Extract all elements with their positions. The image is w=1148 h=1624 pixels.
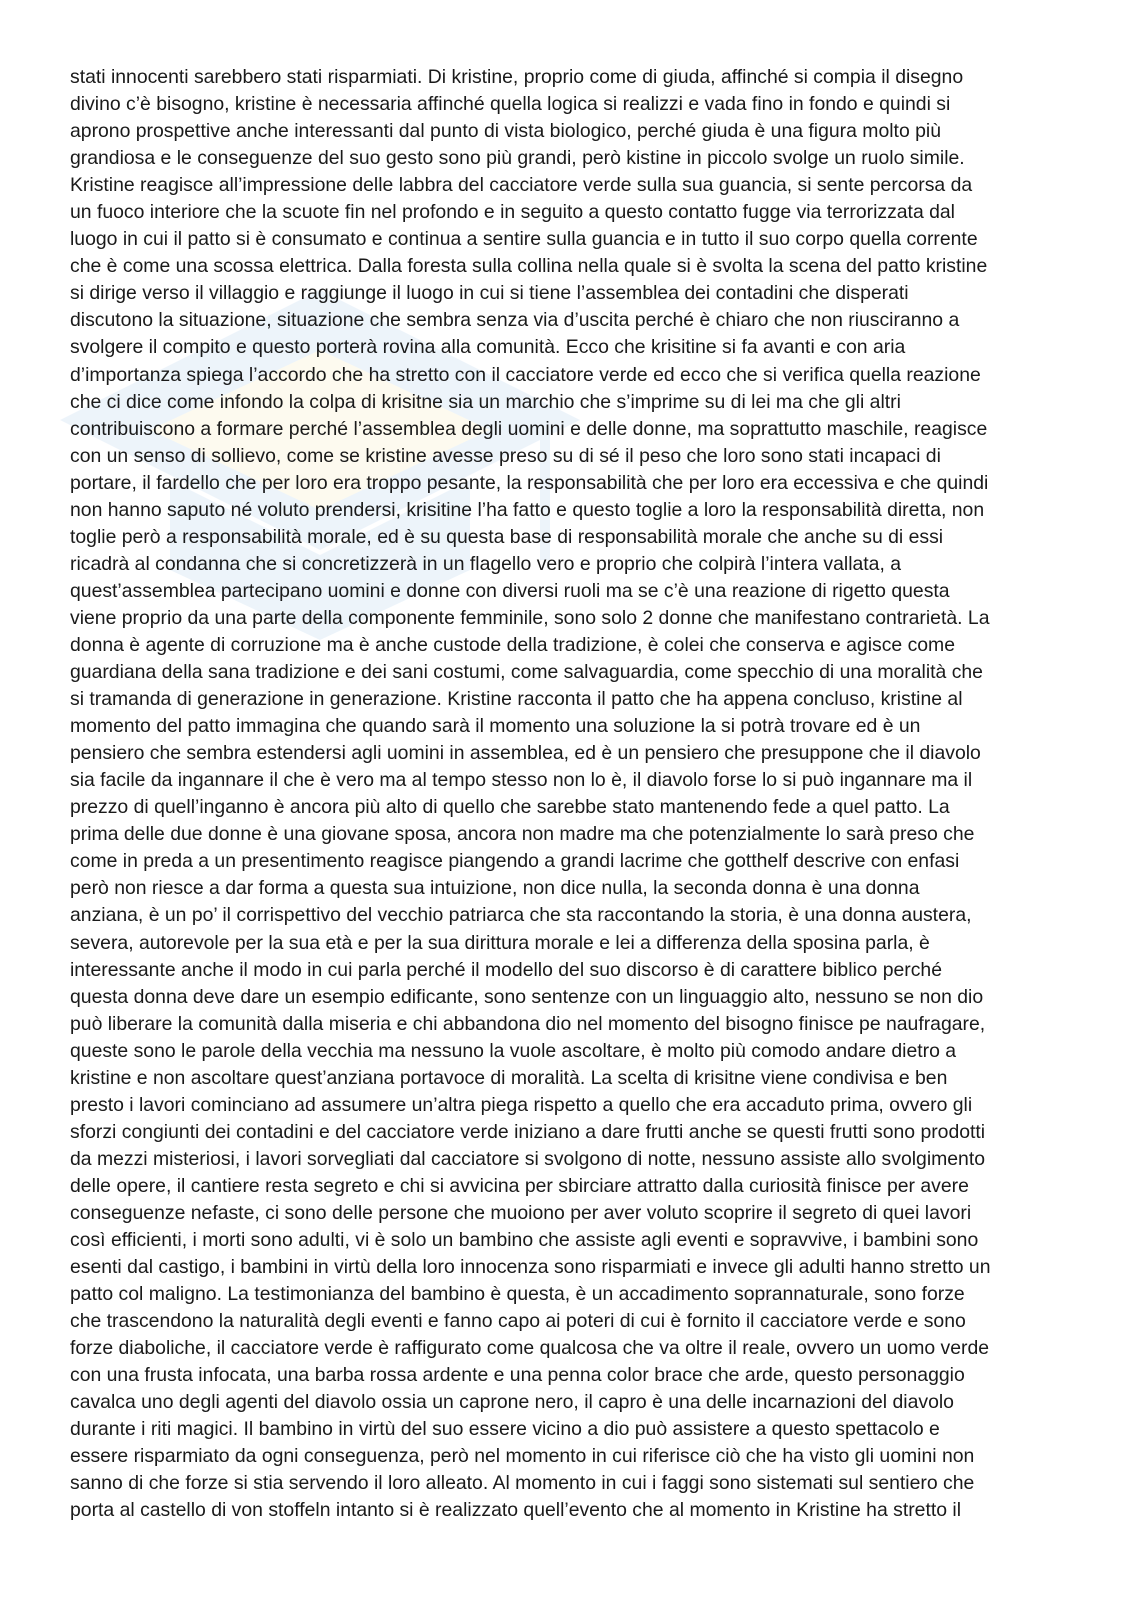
text-line: come in preda a un presentimento reagisce piangendo a grandi lacrime che gotthelf descrive con enfasi bbox=[70, 850, 960, 873]
text-line: guardiana della sana tradizione e dei sani costumi, come salvaguardia, come specchio di una moralità che bbox=[70, 661, 983, 684]
text-line: durante i riti magici. Il bambino in virtù del suo essere vicino a dio può assistere a questo spettacolo e bbox=[70, 1418, 940, 1441]
text-line: kristine e non ascoltare quest’anziana portavoce di moralità. La scelta di krisitne viene condivisa e ben bbox=[70, 1066, 948, 1089]
text-line: stati innocenti sarebbero stati risparmiati. Di kristine, proprio come di giuda, affinché si compia il disegno bbox=[70, 66, 964, 88]
text-line: grandiosa e le conseguenze del suo gesto sono più grandi, però kistine in piccolo svolge un ruolo simile. bbox=[70, 147, 965, 170]
text-line: patto col maligno. La testimonianza del bambino è questa, è un accadimento soprannaturale, sono forze bbox=[70, 1283, 965, 1306]
body-text bbox=[70, 64, 1082, 1525]
text-line: porta al castello di von stoffeln intanto si è realizzato quell’evento che al momento in Kristine ha stretto il bbox=[70, 1499, 962, 1522]
text-line: quest’assemblea partecipano uomini e donne con diversi ruoli ma se c’è una reazione di rigetto questa bbox=[70, 579, 950, 602]
text-line: Kristine reagisce all’impressione delle labbra del cacciatore verde sulla sua guancia, si sente percorsa da bbox=[70, 174, 973, 197]
text-line: che trascendono la naturalità degli eventi e fanno capo ai poteri di cui è fornito il cacciatore verde e sono bbox=[70, 1310, 966, 1333]
text-line: questa donna deve dare un esempio edificante, sono sentenze con un linguaggio alto, nessuno se non dio bbox=[70, 985, 984, 1008]
text-line: presto i lavori cominciano ad assumere un’altra piega rispetto a quello che era accaduto prima, ovvero gli bbox=[70, 1093, 973, 1116]
text-line: così efficienti, i morti sono adulti, vi è solo un bambino che assiste agli eventi e sopravvive, i bambini sono bbox=[70, 1229, 979, 1252]
text-line: queste sono le parole della vecchia ma nessuno la vuole ascoltare, è molto più comodo andare dietro a bbox=[70, 1039, 957, 1062]
text-line: discutono la situazione, situazione che sembra senza via d’uscita perché è chiaro che non riusciranno a bbox=[70, 309, 960, 332]
text-line: sia facile da ingannare il che è vero ma al tempo stesso non lo è, il diavolo forse lo si può ingannare ma il bbox=[70, 769, 973, 792]
text-line: esenti dal castigo, i bambini in virtù della loro innocenza sono risparmiati e invece gli adulti hanno stretto un bbox=[70, 1256, 991, 1279]
text-line: forze diaboliche, il cacciatore verde è raffigurato come qualcosa che va oltre il reale, ovvero un uomo verde bbox=[70, 1337, 990, 1360]
text-line: viene proprio da una parte della componente femminile, sono solo 2 donne che manifestano contrarietà. La bbox=[70, 606, 990, 629]
text-line: si tramanda di generazione in generazione. Kristine racconta il patto che ha appena concluso, kristine al bbox=[70, 688, 963, 711]
text-line: sanno di che forze si stia servendo il loro alleato. Al momento in cui i faggi sono sistemati sul sentiero che bbox=[70, 1472, 975, 1495]
text-line: però non riesce a dar forma a questa sua intuizione, non dice nulla, la seconda donna è una donna bbox=[70, 877, 920, 900]
text-line: toglie però a responsabilità morale, ed è su questa base di responsabilità morale che anche su di essi bbox=[70, 525, 944, 548]
text-line: momento del patto immagina che quando sarà il momento una soluzione la si potrà trovare ed è un bbox=[70, 715, 921, 738]
text-line: si dirige verso il villaggio e raggiunge il luogo in cui si tiene l’assemblea dei contadini che disperati bbox=[70, 282, 909, 305]
text-line: d’importanza spiega l’accordo che ha stretto con il cacciatore verde ed ecco che si verifica quella reazione bbox=[70, 363, 981, 386]
text-line: severa, autorevole per la sua età e per la sua dirittura morale e lei a differenza della sposina parla, è bbox=[70, 931, 930, 954]
text-line: che è come una scossa elettrica. Dalla foresta sulla collina nella quale si è svolta la scena del patto kristine bbox=[70, 255, 988, 278]
text-line: da mezzi misteriosi, i lavori sorvegliati dal cacciatore si svolgono di notte, nessuno assiste allo svolgimento bbox=[70, 1147, 986, 1170]
text-line: anziana, è un po’ il corrispettivo del vecchio patriarca che sta raccontando la storia, è una donna austera, bbox=[70, 904, 972, 927]
text-line: ricadrà al condanna che si concretizzerà in un flagello vero e proprio che colpirà l’intera vallata, a bbox=[70, 552, 902, 575]
text-line: cavalca uno degli agenti del diavolo ossia un caprone nero, il capro è una delle incarnazioni del diavolo bbox=[70, 1391, 954, 1414]
text-line: può liberare la comunità dalla miseria e chi abbandona dio nel momento del bisogno finisce pe naufragare, bbox=[70, 1012, 986, 1035]
text-line: pensiero che sembra estendersi agli uomini in assemblea, ed è un pensiero che presuppone che il diavolo bbox=[70, 742, 981, 765]
text-line: svolgere il compito e questo porterà rovina alla comunità. Ecco che krisitine si fa avanti e con aria bbox=[70, 336, 906, 359]
text-line: aprono prospettive anche interessanti dal punto di vista biologico, perché giuda è una figura molto più bbox=[70, 120, 941, 143]
text-line: prezzo di quell’inganno è ancora più alto di quello che sarebbe stato mantenendo fede a quel patto. La bbox=[70, 796, 950, 819]
text-line: interessante anche il modo in cui parla perché il modello del suo discorso è di carattere biblico perché bbox=[70, 958, 942, 981]
text-line: divino c’è bisogno, kristine è necessaria affinché quella logica si realizzi e vada fino in fondo e quindi si bbox=[70, 93, 951, 116]
text-line: non hanno saputo né voluto prendersi, krisitine l’ha fatto e questo toglie a loro la responsabilità diretta, non bbox=[70, 498, 985, 521]
text-line: delle opere, il cantiere resta segreto e chi si avvicina per sbirciare attratto dalla curiosità finisce per avere bbox=[70, 1174, 969, 1197]
text-line: contribuiscono a formare perché l’assemblea degli uomini e delle donne, ma soprattutto maschile, reagisce bbox=[70, 417, 988, 440]
text-line: donna è agente di corruzione ma è anche custode della tradizione, è colei che conserva e agisce come bbox=[70, 633, 955, 656]
text-line: con un senso di sollievo, come se kristine avesse preso su di sé il peso che loro sono stati incapaci di bbox=[70, 444, 941, 467]
text-line: con una frusta infocata, una barba rossa ardente e una penna color brace che arde, questo personaggio bbox=[70, 1364, 965, 1387]
text-line: luogo in cui il patto si è consumato e continua a sentire sulla guancia e in tutto il suo corpo quella corrente bbox=[70, 228, 978, 251]
text-line: sforzi congiunti dei contadini e del cacciatore verde iniziano a dare frutti anche se questi frutti sono prodotti bbox=[70, 1120, 986, 1143]
text-line: un fuoco interiore che la scuote fin nel profondo e in seguito a questo contatto fugge via terrorizzata dal bbox=[70, 201, 955, 224]
text-line: essere risparmiato da ogni conseguenza, però nel momento in cui riferisce ciò che ha visto gli uomini non bbox=[70, 1445, 975, 1468]
text-line: prima delle due donne è una giovane sposa, ancora non madre ma che potenzialmente lo sarà preso che bbox=[70, 823, 975, 846]
text-line: conseguenze nefaste, ci sono delle persone che muoiono per aver voluto scoprire il segreto di quei lavori bbox=[70, 1201, 972, 1224]
text-line: portare, il fardello che per loro era troppo pesante, la responsabilità che per loro era eccessiva e che quindi bbox=[70, 471, 989, 494]
text-line: che ci dice come infondo la colpa di krisitne sia un marchio che s’imprime su di lei ma che gli altri bbox=[70, 390, 901, 413]
